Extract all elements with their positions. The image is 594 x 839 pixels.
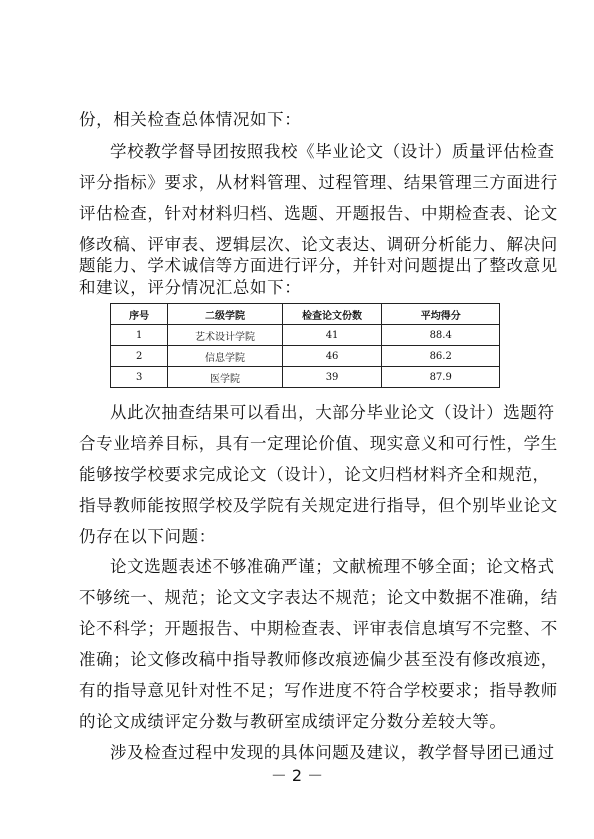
table-cell: 1 bbox=[111, 325, 168, 346]
table-cell: 艺术设计学院 bbox=[168, 325, 282, 346]
column-header-average: 平均得分 bbox=[382, 304, 500, 325]
paragraph-line: 仍存在以下问题： bbox=[79, 527, 216, 546]
table-row bbox=[111, 346, 500, 367]
paragraph-line: 合专业培养目标，具有一定理论价值、现实意义和可行性，学生 bbox=[79, 434, 558, 453]
paragraph-line: 涉及检查过程中发现的具体问题及建议，教学督导团已通过 bbox=[110, 743, 555, 762]
table-cell: 87.9 bbox=[382, 367, 500, 388]
table-row bbox=[111, 325, 500, 346]
table-cell: 46 bbox=[282, 346, 382, 367]
column-header-index: 序号 bbox=[111, 304, 168, 325]
paragraph-line: 学校教学督导团按照我校《毕业论文（设计）质量评估检查 bbox=[110, 142, 555, 161]
table-cell: 41 bbox=[282, 325, 382, 346]
paragraph-line: 准确；论文修改稿中指导教师修改痕迹偏少甚至没有修改痕迹， bbox=[79, 650, 558, 669]
paragraph-line: 论不科学；开题报告、中期检查表、评审表信息填写不完整、不 bbox=[79, 619, 558, 638]
paragraph-line: 评分指标》要求，从材料管理、过程管理、结果管理三方面进行 bbox=[79, 173, 558, 192]
paragraph-line: 论文选题表述不够准确严谨；文献梳理不够全面；论文格式 bbox=[110, 557, 555, 576]
table-header-row bbox=[111, 304, 500, 325]
paragraph-line: 的论文成绩评定分数与教研室成绩评定分数分差较大等。 bbox=[79, 712, 507, 731]
table-cell: 2 bbox=[111, 346, 168, 367]
table-cell: 3 bbox=[111, 367, 168, 388]
paragraph-line: 有的指导意见针对性不足；写作进度不符合学校要求；指导教师 bbox=[79, 681, 558, 700]
table-cell: 86.2 bbox=[382, 346, 500, 367]
table-row bbox=[111, 367, 500, 388]
score-summary-table bbox=[110, 303, 500, 388]
paragraph-line: 修改稿、评审表、逻辑层次、论文表达、调研分析能力、解决问 bbox=[79, 235, 558, 254]
paragraph-line: 和建议，评分情况汇总如下： bbox=[79, 278, 302, 297]
table-cell: 88.4 bbox=[382, 325, 500, 346]
paragraph-line: 能够按学校要求完成论文（设计），论文归档材料齐全和规范， bbox=[79, 465, 550, 484]
paragraph-line: 不够统一、规范；论文文字表达不规范；论文中数据不准确，结 bbox=[79, 588, 558, 607]
paragraph-line: 指导教师能按照学校及学院有关规定进行指导，但个别毕业论文 bbox=[79, 496, 558, 515]
table-cell: 信息学院 bbox=[168, 346, 282, 367]
paragraph-line: 从此次抽查结果可以看出，大部分毕业论文（设计）选题符 bbox=[110, 403, 555, 422]
paragraph-line: 份，相关检查总体情况如下： bbox=[79, 110, 302, 129]
paragraph-line: 题能力、学术诚信等方面进行评分，并针对问题提出了整改意见 bbox=[79, 256, 558, 275]
table-cell: 39 bbox=[282, 367, 382, 388]
page-number: － 2 － bbox=[270, 766, 324, 785]
column-header-count: 检查论文份数 bbox=[282, 304, 382, 325]
paragraph-line: 评估检查，针对材料归档、选题、开题报告、中期检查表、论文 bbox=[79, 204, 558, 223]
column-header-college: 二级学院 bbox=[168, 304, 282, 325]
table-cell: 医学院 bbox=[168, 367, 282, 388]
